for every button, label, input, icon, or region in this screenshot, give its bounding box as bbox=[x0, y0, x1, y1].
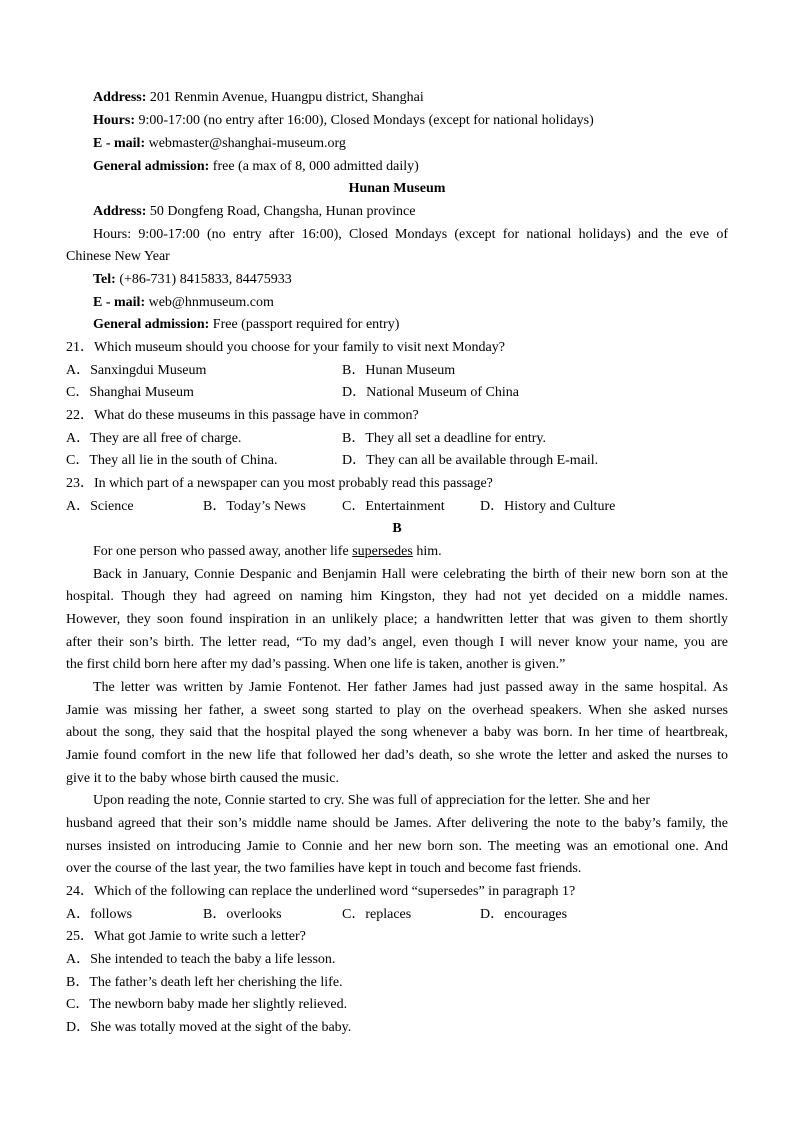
question-24: 24．Which of the following can replace the underlined word “supersedes” in paragraph 1? bbox=[66, 884, 576, 899]
question-25-option-b: B．The father’s death left her cherishing the life. bbox=[66, 975, 343, 990]
hunan-tel: Tel: (+86-731) 8415833, 84475933 bbox=[93, 272, 292, 287]
passage-b-paragraph-2-line: hospital. Though they had agreed on naming him Kingston, they had not yet decided on a middle names. bbox=[66, 589, 728, 604]
passage-b-paragraph-1: For one person who passed away, another life supersedes him. bbox=[93, 544, 442, 559]
passage-b-paragraph-4-line: nurses insisted on introducing Jamie to Connie and her new born son. The meeting was an emotional one. And bbox=[66, 839, 728, 854]
hunan-title: Hunan Museum bbox=[348, 181, 446, 196]
passage-b-paragraph-2-line: Back in January, Connie Despanic and Benjamin Hall were celebrating the birth of their new born son at the bbox=[93, 567, 728, 582]
hunan-email: E - mail: web@hnmuseum.com bbox=[93, 295, 274, 310]
section-b-title: B bbox=[392, 521, 402, 536]
option-b: B．Today’s News bbox=[203, 499, 306, 514]
passage-b-paragraph-3-line: The letter was written by Jamie Fontenot. Her father James had just passed away in the same hospital. As bbox=[93, 680, 728, 695]
passage-b-paragraph-2-line: However, they soon found inspiration in an unlikely place; a handwritten letter that was given to them shortly bbox=[66, 612, 728, 627]
passage-b-paragraph-4-line: husband agreed that their son’s middle name should be James. After delivering the note to the baby’s family, the bbox=[66, 816, 728, 831]
hunan-hours-cont: Chinese New Year bbox=[66, 249, 170, 264]
option-d: D．They can all be available through E-mail. bbox=[342, 453, 599, 468]
question-25-option-a: A．She intended to teach the baby a life lesson. bbox=[66, 952, 336, 967]
question-25-option-c: C．The newborn baby made her slightly relieved. bbox=[66, 997, 348, 1012]
hunan-admission: General admission: Free (passport required for entry) bbox=[93, 317, 400, 332]
passage-b-paragraph-3-line: about the song, they said that the hospital played the song whenever a baby was born. In her time of heartbreak, bbox=[66, 725, 728, 740]
hunan-address: Address: 50 Dongfeng Road, Changsha, Hunan province bbox=[93, 204, 416, 219]
question-22: 22．What do these museums in this passage have in common? bbox=[66, 408, 419, 423]
option-a: A．They are all free of charge. bbox=[66, 431, 242, 446]
option-b: B．Hunan Museum bbox=[342, 363, 456, 378]
passage-b-paragraph-3-line: Jamie found comfort in the new life that followed her dad’s death, so she wrote the letter and asked the nurses to bbox=[66, 748, 728, 763]
passage-b-paragraph-4-line: Upon reading the note, Connie started to cry. She was full of appreciation for the letter. She and her bbox=[93, 793, 650, 808]
option-d: D．National Museum of China bbox=[342, 385, 519, 400]
passage-b-paragraph-4-line: over the course of the last year, the two families have kept in touch and become fast friends. bbox=[66, 861, 582, 876]
question-23: 23．In which part of a newspaper can you most probably read this passage? bbox=[66, 476, 493, 491]
question-21: 21．Which museum should you choose for your family to visit next Monday? bbox=[66, 340, 505, 355]
question-25-option-d: D．She was totally moved at the sight of the baby. bbox=[66, 1020, 352, 1035]
option-c: C．They all lie in the south of China. bbox=[66, 453, 278, 468]
option-b: B．overlooks bbox=[203, 907, 282, 922]
passage-b-paragraph-3-line: give it to the baby whose birth caused the music. bbox=[66, 771, 339, 786]
underlined-word: supersedes bbox=[352, 544, 413, 559]
shanghai-email: E - mail: webmaster@shanghai-museum.org bbox=[93, 136, 346, 151]
option-c: C．Shanghai Museum bbox=[66, 385, 194, 400]
option-d: D．encourages bbox=[480, 907, 568, 922]
shanghai-admission: General admission: free (a max of 8, 000 admitted daily) bbox=[93, 159, 419, 174]
option-a: A．Science bbox=[66, 499, 134, 514]
passage-b-paragraph-2-line: the first child born here after my dad’s passing. When one life is taken, another is given.” bbox=[66, 657, 566, 672]
passage-b-paragraph-3-line: Jamie was missing her father, a sweet song started to play on the overhead speakers. When she asked nurses bbox=[66, 703, 728, 718]
option-b: B．They all set a deadline for entry. bbox=[342, 431, 546, 446]
question-25: 25．What got Jamie to write such a letter? bbox=[66, 929, 306, 944]
option-c: C．replaces bbox=[342, 907, 412, 922]
hunan-hours: Hours: 9:00-17:00 (no entry after 16:00), Closed Mondays (except for national holidays) and the eve of bbox=[93, 227, 728, 242]
shanghai-hours: Hours: 9:00-17:00 (no entry after 16:00), Closed Mondays (except for national holidays) bbox=[93, 113, 594, 128]
option-a: A．Sanxingdui Museum bbox=[66, 363, 207, 378]
option-c: C．Entertainment bbox=[342, 499, 445, 514]
shanghai-address: Address: 201 Renmin Avenue, Huangpu district, Shanghai bbox=[93, 90, 424, 105]
option-d: D．History and Culture bbox=[480, 499, 616, 514]
option-a: A．follows bbox=[66, 907, 133, 922]
passage-b-paragraph-2-line: after their son’s birth. The letter read, “To my dad’s angel, even though I will never know your name, you are bbox=[66, 635, 728, 650]
